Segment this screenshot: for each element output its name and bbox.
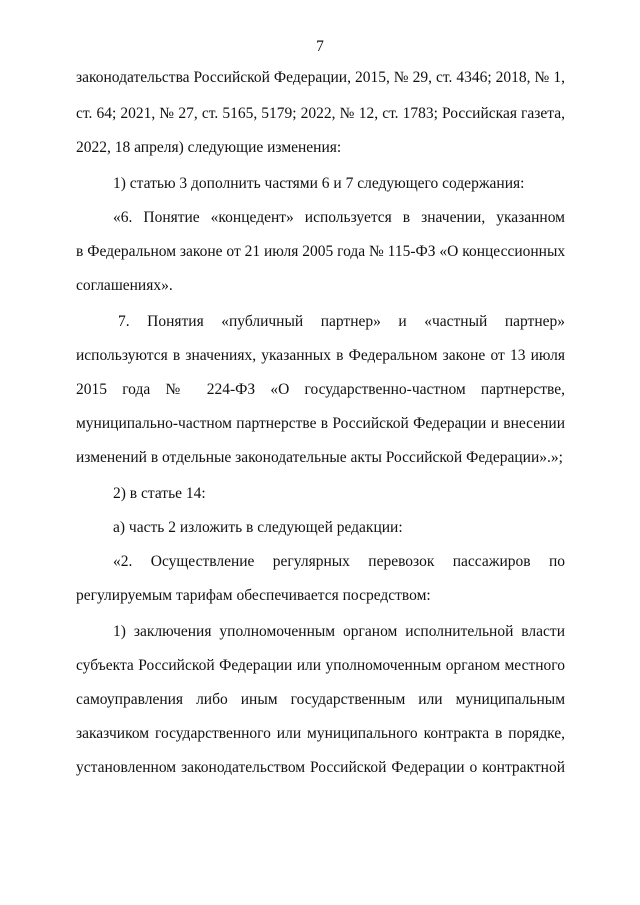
list-item-2: 2) в статье 14: [113, 485, 206, 502]
page-number: 7 [316, 38, 324, 55]
text-line-16: регулируемым тарифам обеспечивается посредством: [76, 587, 431, 604]
text-line-19: самоуправления либо иным государственным или муниципальным [76, 691, 565, 708]
text-line-10: 2015 года № 224-ФЗ «О государственно-частном партнерстве, [76, 381, 565, 398]
text-line-12: изменений в отдельные законодательные акты Российской Федерации».»; [76, 449, 563, 466]
text-line-17: 1) заключения уполномоченным органом исполнительной власти [113, 623, 565, 640]
text-line-15: «2. Осуществление регулярных перевозок пассажиров по [113, 553, 565, 570]
text-line-3: 2022, 18 апреля) следующие изменения: [76, 139, 342, 156]
text-line-20: заказчиком государственного или муниципального контракта в порядке, [76, 725, 565, 742]
text-line-11: муниципально-частном партнерстве в Российской Федерации и внесении [76, 415, 565, 432]
text-line-14: а) часть 2 изложить в следующей редакции: [113, 519, 403, 536]
text-line-8: 7. Понятия «публичный партнер» и «частный партнер» [118, 313, 565, 330]
text-line-1: законодательства Российской Федерации, 2015, № 29, ст. 4346; 2018, № 1, [76, 69, 565, 86]
list-item-1: 1) статью 3 дополнить частями 6 и 7 следующего содержания: [113, 175, 525, 192]
text-line-2: ст. 64; 2021, № 27, ст. 5165, 5179; 2022, № 12, ст. 1783; Российская газета, [76, 105, 565, 122]
text-line-6: в Федеральном законе от 21 июля 2005 года № 115-ФЗ «О концессионных [76, 243, 566, 260]
text-line-18: субъекта Российской Федерации или уполномоченным органом местного [76, 657, 565, 674]
text-line-9: используются в значениях, указанных в Федеральном законе от 13 июля [76, 347, 565, 364]
text-line-5: «6. Понятие «концедент» используется в значении, указанном [113, 209, 565, 226]
text-line-7: соглашениях». [76, 277, 173, 294]
text-line-21: установленном законодательством Российской Федерации о контрактной [76, 759, 565, 776]
